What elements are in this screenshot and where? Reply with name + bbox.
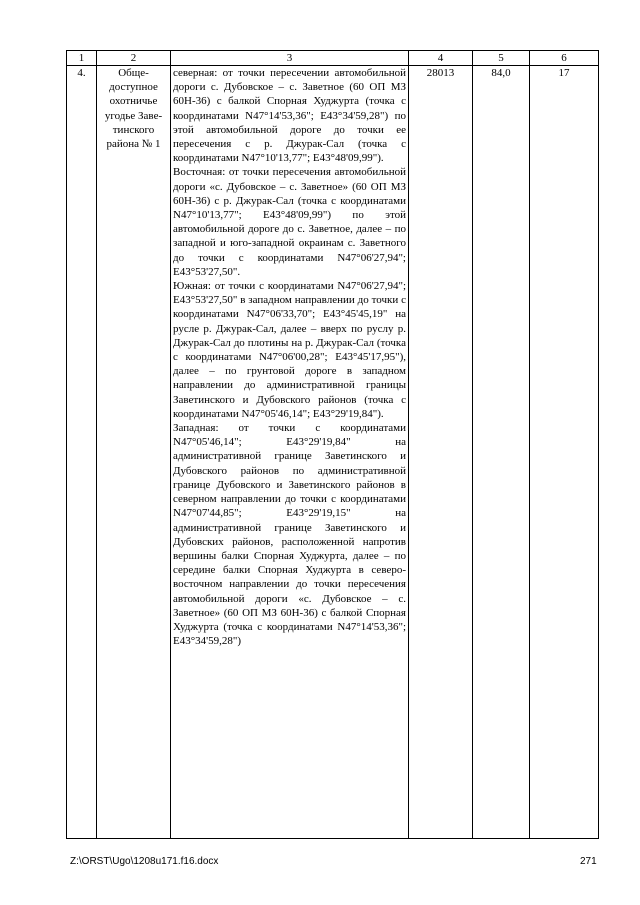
header-cell-2: 2	[97, 51, 171, 66]
header-cell-4: 4	[409, 51, 473, 66]
ground-name: Обще-доступное охотничье угодье Заве-тинского района № 1	[97, 66, 171, 839]
col5-value: 84,0	[473, 66, 530, 839]
boundary-west: Западная: от точки с координатами N47°05'46,14"; E43°29'19,84" на административной границе Заветинского и Дубовского районов по административной границе Дубовского и Заветинского районов в северном направлении до точки с координатами N47°07'44,85"; E43°29'19,15" на административной границе Заветинского и Дубовских районов, расположенной напротив вершины балки Спорная Худжурта, далее – по середине балки Спорная Худжурта в северо-восточном направлении до точки пересечения автомобильной дороги «с. Дубовское – с. Заветное» (60 ОП МЗ 60Н-36) с балкой Спорная Худжурта (точка с координатами N47°14'53,36"; E43°34'59,28")	[173, 422, 406, 648]
header-cell-6: 6	[530, 51, 599, 66]
boundary-east: Восточная: от точки пересечения автомобильной дороги «с. Дубовское – с. Заветное» (60 ОП МЗ 60Н-36) с р. Джурак-Сал (точка с координатами N47°10'13,77"; E43°48'09,99") по этой автомобильной дороге до с. Заветное, далее – по западной и юго-западной окраинам с. Заветного до точки с координатами N47°06'27,94"; E43°53'27,50".	[173, 166, 406, 278]
boundary-north: северная: от точки пересечении автомобильной дороги с. Дубовское – с. Заветное (60 ОП МЗ 60Н-36) с балкой Спорная Худжурта (точка с координатами N47°14'53,36"; E43°34'59,28") по этой автомобильной дороге до точки ее пересечения с р. Джурак-Сал (точка с координатами N47°10'13,77"; E43°48'09,99").	[173, 67, 406, 165]
row-number: 4.	[67, 66, 97, 839]
footer-file-path: Z:\ORST\Ugo\1208u171.f16.docx	[70, 856, 219, 867]
area-value: 28013	[409, 66, 473, 839]
boundary-south: Южная: от точки с координатами N47°06'27,94"; E43°53'27,50" в западном направлении до точки с координатами N47°06'33,70"; E43°45'45,19" на русле р. Джурак-Сал, далее – вверх по руслу р. Джурак-Сал до плотины на р. Джурак-Сал (точка с координатами N47°06'00,28"; E43°45'17,95"), далее – по грунтовой дороге в западном направлении до административной границы Заветинского и Дубовского районов (точка с координатами N47°05'46,14"; E43°29'19,84").	[173, 280, 406, 420]
table-row	[67, 66, 599, 839]
header-cell-5: 5	[473, 51, 530, 66]
boundary-description	[171, 66, 409, 839]
hunting-grounds-table	[66, 50, 599, 839]
col6-value: 17	[530, 66, 599, 839]
header-cell-1: 1	[67, 51, 97, 66]
header-cell-3: 3	[171, 51, 409, 66]
footer-page-number: 271	[580, 856, 597, 867]
table-header-row	[67, 51, 599, 66]
